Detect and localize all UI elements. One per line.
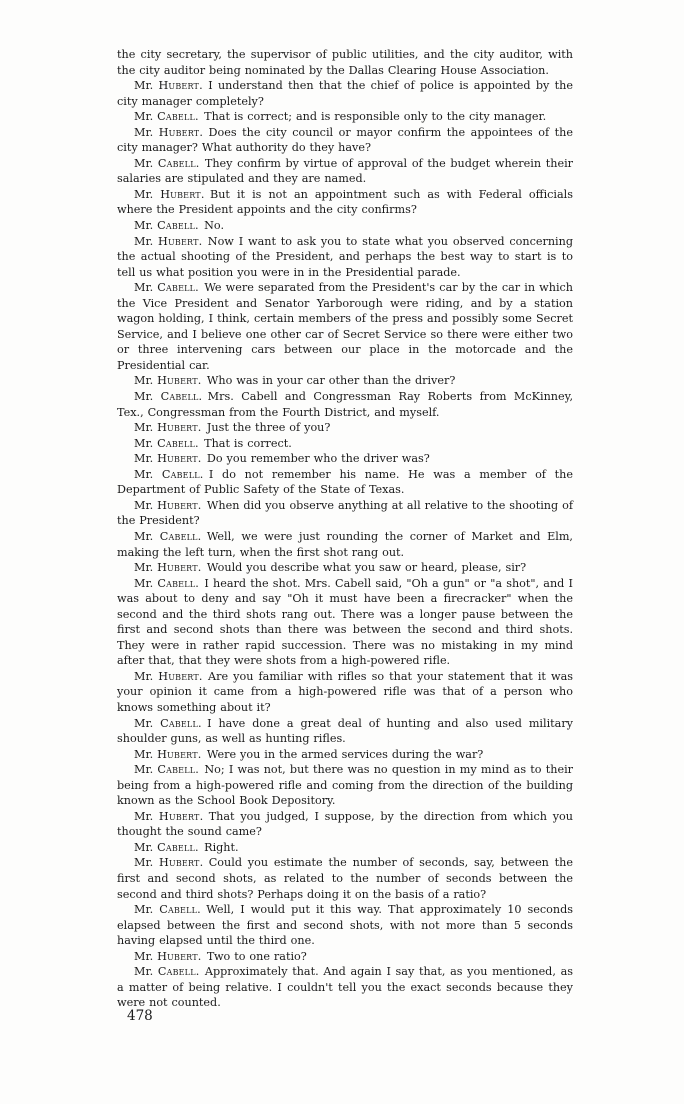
transcript-paragraph: Mr. Cabell. I do not remember his name. He was a member of the Department of Public Safety of the State of Texas. — [117, 467, 573, 497]
speaker-name: Cabell — [159, 903, 198, 917]
speaker-label: Mr. Hubert. — [134, 856, 204, 870]
transcript-paragraph: Mr. Cabell. That is correct. — [134, 436, 292, 450]
transcript-paragraph: Mr. Cabell. I have done a great deal of hunting and also used military shoulder guns, as well as hunting rifles. — [117, 716, 573, 746]
speaker-label: Mr. Cabell. — [134, 110, 199, 124]
transcript-paragraph: Mr. Cabell. Right. — [134, 840, 239, 854]
transcript-paragraph: Mr. Cabell. I heard the shot. Mrs. Cabell said, "Oh a gun" or "a shot", and I was about to deny and say "Oh it must have been a firecracker" when the second and the third shots rang out. There was a longer pause between the first and second shots than there was between the second and third shots. They were in rather rapid succession. There was no mistaking in my mind after that, that they were shots from a high-powered rifle. — [117, 576, 573, 668]
speaker-name: Hubert — [158, 79, 200, 93]
speaker-label: Mr. Hubert. — [134, 747, 202, 761]
speaker-name: Hubert — [158, 809, 200, 823]
speaker-name: Hubert — [160, 187, 201, 201]
speaker-label: Mr. Cabell. — [134, 219, 199, 233]
speaker-name: Cabell — [157, 965, 196, 979]
speaker-label: Mr. Hubert. — [134, 452, 202, 466]
transcript-paragraph: Mr. Hubert. When did you observe anything at all relative to the shooting of the President? — [117, 498, 573, 528]
transcript-paragraph: Mr. Hubert. Are you familiar with rifles so that your statement that it was your opinion it came from a high-powered rifle was that of a person who knows something about it? — [117, 669, 573, 714]
speaker-label: Mr. Hubert. — [134, 561, 202, 575]
speaker-label: Mr. Cabell. — [134, 156, 200, 170]
speaker-name: Cabell — [159, 529, 198, 543]
speaker-name: Cabell — [157, 156, 196, 170]
transcript-paragraph: Mr. Cabell. Mrs. Cabell and Congressman Ray Roberts from McKinney, Tex., Congressman from the Fourth District, and myself. — [117, 390, 573, 419]
speaker-label: Mr. Cabell. — [134, 763, 199, 777]
speaker-name: Cabell — [157, 576, 196, 590]
transcript-paragraph: Mr. Hubert. Does the city council or mayor confirm the appointees of the city manager? What authority do they have? — [117, 125, 573, 155]
speaker-label: Mr. Cabell. — [134, 436, 199, 450]
transcript-paragraph: Mr. Hubert. Two to one ratio? — [134, 949, 307, 963]
transcript-paragraph: Mr. Cabell. Well, I would put it this way. That approximately 10 seconds elapsed between the first and second shots, with not more than 5 seconds having elapsed until the third one. — [117, 903, 574, 948]
speaker-name: Cabell — [157, 281, 196, 295]
speaker-label: Mr. Hubert. — [134, 374, 202, 388]
speaker-label: Mr. Hubert. — [134, 669, 203, 683]
speaker-name: Hubert — [157, 234, 199, 248]
speaker-name: Hubert — [158, 669, 199, 683]
speaker-name: Hubert — [157, 561, 198, 575]
speaker-label: Mr. Hubert. — [134, 498, 202, 512]
speaker-label: Mr. Cabell. — [134, 965, 200, 979]
transcript-paragraph: Mr. Hubert. Who was in your car other than the driver? — [134, 374, 456, 388]
transcript-text-block — [117, 47, 573, 1011]
transcript-paragraph: Mr. Cabell. We were separated from the President's car by the car in which the Vice President and Senator Yarborough were riding, and by a station wagon holding, I think, certain members of the press and possibly some Secret Service, and I believe one other car of Secret Service so there were either two or three intervening cars between our place in the motorcade and the Presidential car. — [117, 281, 573, 372]
transcript-paragraph: Mr. Cabell. Approximately that. And again I say that, as you mentioned, as a matter of being relative. I couldn't tell you the exact seconds because they were not counted. — [117, 965, 574, 1010]
speaker-label: Mr. Hubert. — [134, 187, 205, 201]
speaker-name: Hubert — [158, 125, 200, 139]
speaker-label: Mr. Hubert. — [134, 949, 202, 963]
speaker-name: Cabell — [160, 390, 199, 404]
speaker-name: Hubert — [157, 747, 198, 761]
speaker-label: Mr. Cabell. — [134, 281, 199, 295]
speaker-name: Cabell — [157, 110, 195, 124]
speaker-label: Mr. Hubert. — [134, 809, 204, 823]
transcript-paragraph: Mr. Cabell. They confirm by virtue of approval of the budget wherein their salaries are stipulated and they are named. — [117, 156, 573, 186]
speaker-name: Cabell — [157, 219, 195, 233]
speaker-name: Hubert — [157, 498, 198, 512]
speaker-label: Mr. Cabell. — [134, 529, 202, 543]
transcript-paragraph: the city secretary, the supervisor of public utilities, and the city auditor, with the city auditor being nominated by the Dallas Clearing House Association. — [117, 48, 573, 77]
transcript-paragraph: Mr. Hubert. But it is not an appointment such as with Federal officials where the President appoints and the city confirms? — [117, 187, 573, 217]
speaker-label: Mr. Hubert. — [134, 125, 203, 139]
speaker-name: Cabell — [160, 716, 198, 730]
transcript-paragraph: Mr. Hubert. Just the three of you? — [134, 421, 331, 435]
transcript-paragraph: Mr. Hubert. Could you estimate the number of seconds, say, between the first and second shots, as related to the number of seconds between the second and third shots? Perhaps doing it on the basis of a ratio? — [117, 856, 574, 901]
speaker-name: Cabell — [157, 436, 195, 450]
speaker-label: Mr. Cabell. — [134, 576, 199, 590]
speaker-label: Mr. Hubert. — [134, 79, 203, 93]
speaker-name: Cabell — [157, 840, 195, 854]
speaker-name: Cabell — [161, 467, 200, 481]
transcript-paragraph: Mr. Hubert. Would you describe what you saw or heard, please, sir? — [134, 561, 527, 575]
page-number: 478 — [127, 1008, 153, 1024]
speaker-label: Mr. Cabell. — [134, 467, 204, 481]
speaker-label: Mr. Cabell. — [134, 903, 201, 917]
transcript-paragraph: Mr. Cabell. Well, we were just rounding the corner of Market and Elm, making the left turn, when the first shot rang out. — [117, 529, 573, 559]
speaker-label: Mr. Hubert. — [134, 234, 203, 248]
speaker-name: Hubert — [157, 374, 198, 388]
speaker-name: Hubert — [157, 421, 198, 435]
speaker-label: Mr. Hubert. — [134, 421, 202, 435]
transcript-paragraph: Mr. Hubert. I understand then that the chief of police is appointed by the city manager completely? — [117, 79, 573, 108]
speaker-name: Cabell — [157, 763, 196, 777]
transcript-paragraph: Mr. Hubert. Do you remember who the driver was? — [134, 452, 430, 466]
transcript-paragraph: Mr. Hubert. Were you in the armed services during the war? — [134, 747, 484, 761]
speaker-label: Mr. Cabell. — [134, 840, 199, 854]
transcript-paragraph: Mr. Cabell. No. — [134, 219, 225, 233]
transcript-paragraph: Mr. Cabell. No; I was not, but there was no question in my mind as to their being from a high-powered rifle and coming from the direction of the building known as the School Book Depository. — [117, 763, 573, 808]
speaker-name: Hubert — [157, 452, 198, 466]
transcript-paragraph: Mr. Hubert. That you judged, I suppose, by the direction from which you thought the sound came? — [117, 809, 573, 839]
speaker-name: Hubert — [158, 856, 200, 870]
speaker-label: Mr. Cabell. — [134, 716, 202, 730]
transcript-paragraph: Mr. Cabell. That is correct; and is responsible only to the city manager. — [134, 110, 547, 124]
transcript-paragraph: Mr. Hubert. Now I want to ask you to state what you observed concerning the actual shooting of the President, and perhaps the best way to start is to tell us what position you were in in the Presidential parade. — [117, 234, 573, 279]
speaker-label: Mr. Cabell. — [134, 390, 203, 404]
speaker-name: Hubert — [157, 949, 198, 963]
